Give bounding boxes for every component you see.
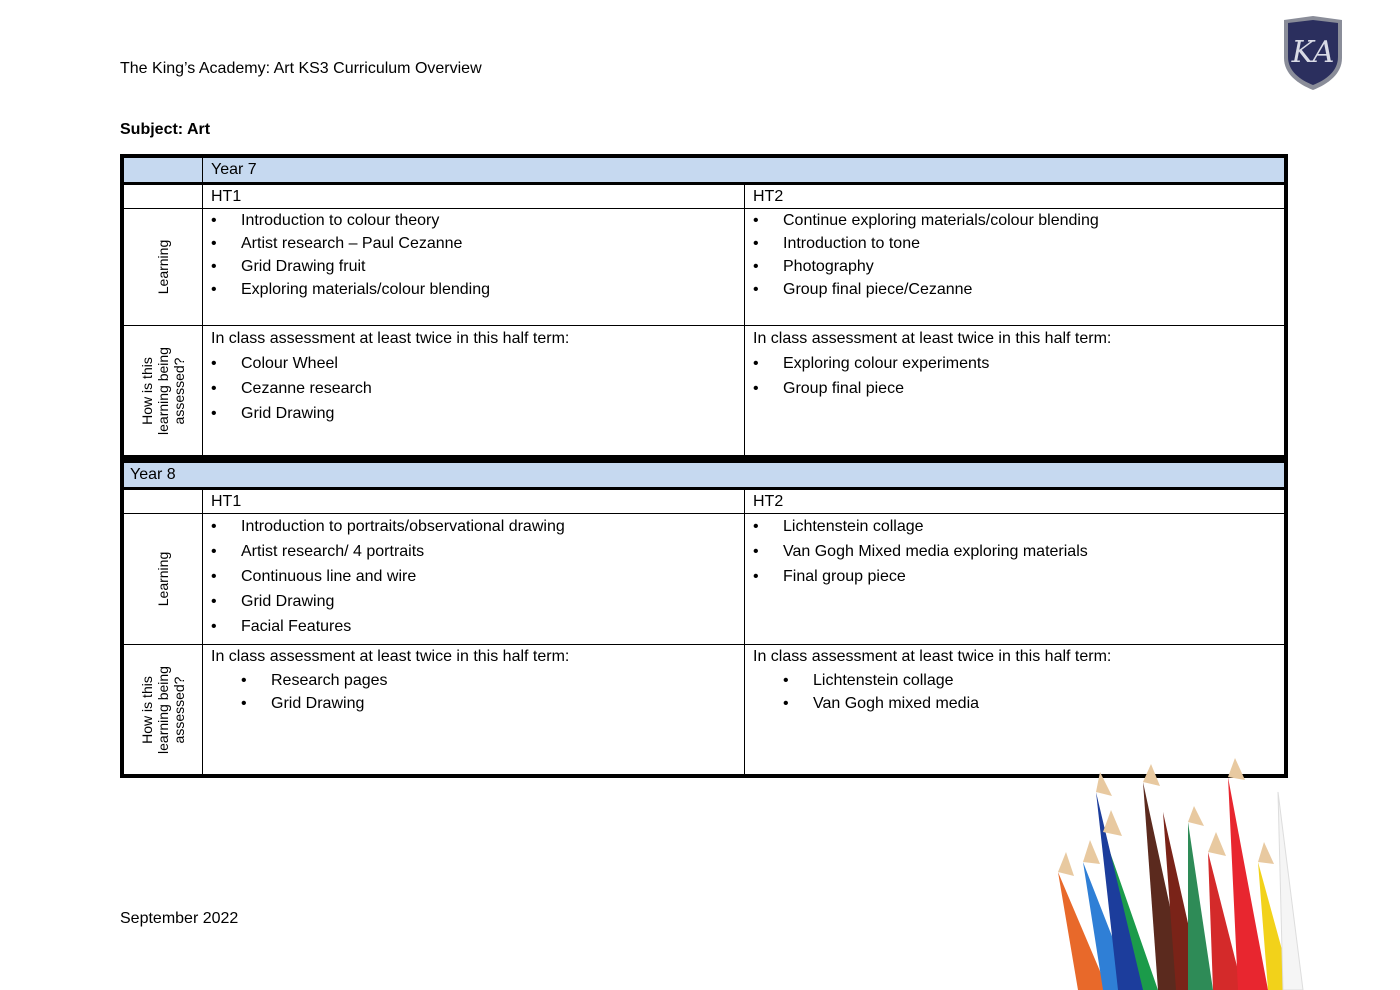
list-item: • Introduction to tone [753,232,1276,255]
list-item: • Artist research/ 4 portraits [211,539,736,564]
year8-title: Year 8 [130,466,176,483]
document-title: The King’s Academy: Art KS3 Curriculum Overview [120,60,482,77]
year7-block [120,154,1288,459]
year8-ht1-learning [203,514,745,644]
list-item: • Facial Features [211,614,736,639]
list-item: • Grid Drawing [211,401,736,426]
assessment-intro: In class assessment at least twice in this half term: [753,648,1112,665]
year7-band [124,158,1284,182]
assessment-intro: In class assessment at least twice in this half term: [753,330,1112,347]
subject-heading: Subject: Art [120,121,211,138]
assessment-intro: In class assessment at least twice in this half term: [211,648,570,665]
list-item: • Artist research – Paul Cezanne [211,232,736,255]
year7-assessment-label: How is this learning being assessed? [139,346,187,435]
year7-ht2-learning [745,209,1284,325]
list-item: • Continue exploring materials/colour blending [753,209,1276,232]
year7-ht2-header: HT2 [753,188,784,205]
year7-learning-row [124,208,1284,325]
year7-ht2-assessment [745,326,1284,455]
list-item: • Research pages [211,669,736,692]
list-item: • Photography [753,255,1276,278]
list-item: • Colour Wheel [211,351,736,376]
list-item: • Grid Drawing [211,692,736,715]
year8-ht1-assessment [203,645,745,774]
list-item: • Cezanne research [211,376,736,401]
list-item: • Final group piece [753,564,1276,589]
list-item: • Van Gogh Mixed media exploring materials [753,539,1276,564]
year7-assessment-row [124,325,1284,455]
year7-ht-row [124,182,1284,208]
list-item: • Grid Drawing fruit [211,255,736,278]
year7-title: Year 7 [211,161,257,178]
list-item: • Group final piece [753,376,1276,401]
list-item: • Continuous line and wire [211,564,736,589]
year7-learning-label: Learning [155,239,171,295]
year8-ht2-header: HT2 [753,493,784,510]
year7-ht1-header: HT1 [203,185,745,208]
list-item: • Group final piece/Cezanne [753,278,1276,301]
footer-date: September 2022 [120,910,239,927]
list-item: • Introduction to portraits/observational drawing [211,514,736,539]
year8-learning-row [124,513,1284,644]
year8-ht2-learning [745,514,1284,644]
year8-ht1-header: HT1 [203,490,745,513]
year8-ht-row [124,487,1284,513]
school-logo [1280,14,1346,92]
year8-learning-label: Learning [155,551,171,607]
list-item: • Exploring colour experiments [753,351,1276,376]
list-item: • Exploring materials/colour blending [211,278,736,301]
year7-ht1-learning [203,209,745,325]
year8-block [120,459,1288,778]
list-item: • Grid Drawing [211,589,736,614]
curriculum-table [120,154,1288,778]
list-item: • Lichtenstein collage [753,514,1276,539]
year7-ht1-assessment [203,326,745,455]
year8-band [124,463,1284,487]
list-item: • Introduction to colour theory [211,209,736,232]
coloured-pencils-image [1048,752,1348,990]
assessment-intro: In class assessment at least twice in this half term: [211,330,570,347]
list-item: • Van Gogh mixed media [753,692,1276,715]
logo-monogram: KA [1291,35,1335,70]
year8-assessment-label: How is this learning being assessed? [139,665,187,754]
list-item: • Lichtenstein collage [753,669,1276,692]
